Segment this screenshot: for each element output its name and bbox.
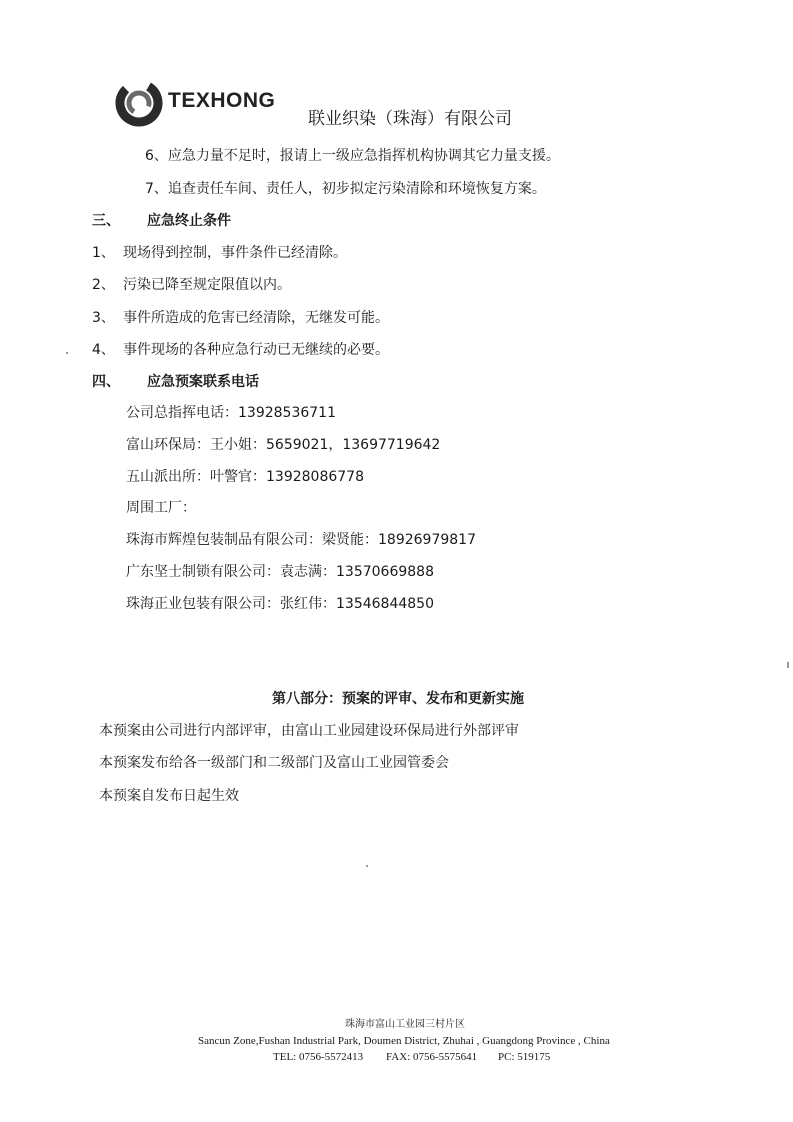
contact-line: 公司总指挥电话：13928536711 [126,405,336,421]
contact-line: 富山环保局：王小姐：5659021，13697719642 [126,437,441,453]
scan-speck [66,352,68,354]
section-4-title: 应急预案联系电话 [147,374,259,390]
scan-speck [366,865,368,867]
measure-item-6: 6、应急力量不足时，报请上一级应急指挥机构协调其它力量支援。 [145,148,560,164]
section-3-title: 应急终止条件 [147,213,231,229]
section-3-number: 三、 [92,213,120,229]
section-4-number: 四、 [92,374,120,390]
scan-speck [787,662,789,668]
list-item: 事件所造成的危害已经清除，无继发可能。 [123,310,389,326]
list-item-number: 1、 [92,245,115,261]
company-name: 联业织染（珠海）有限公司 [308,109,512,129]
part-8-title: 第八部分：预案的评审、发布和更新实施 [272,691,524,707]
contact-line: 五山派出所：叶警官：13928086778 [126,469,364,485]
contact-line: 珠海正业包装有限公司：张红伟：13546844850 [126,596,434,612]
list-item-number: 2、 [92,277,115,293]
contact-line: 广东坚士制锁有限公司：袁志满：13570669888 [126,564,434,580]
footer-address-en: Sancun Zone,Fushan Industrial Park, Doumen District, Zhuhai , Guangdong Province , China [198,1035,610,1047]
list-item: 现场得到控制，事件条件已经清除。 [123,245,347,261]
part-8-line: 本预案发布给各一级部门和二级部门及富山工业园管委会 [99,755,449,771]
contact-line: 周围工厂： [126,500,196,516]
footer-address-cn: 珠海市富山工业园三村片区 [345,1019,465,1030]
list-item: 事件现场的各种应急行动已无继续的必要。 [123,342,389,358]
logo-text: TEXHONG [168,89,276,112]
part-8-line: 本预案由公司进行内部评审，由富山工业园建设环保局进行外部评审 [99,723,519,739]
footer-pc: PC: 519175 [498,1051,551,1063]
footer-tel: TEL: 0756-5572413 [273,1051,364,1063]
footer-fax: FAX: 0756-5575641 [386,1051,478,1063]
texhong-logo-icon [114,78,164,128]
list-item-number: 4、 [92,342,115,358]
list-item-number: 3、 [92,310,115,326]
list-item: 污染已降至规定限值以内。 [123,277,291,293]
contact-line: 珠海市辉煌包装制品有限公司：梁贤能：18926979817 [126,532,476,548]
measure-item-7: 7、追查责任车间、责任人，初步拟定污染清除和环境恢复方案。 [145,181,546,197]
part-8-line: 本预案自发布日起生效 [99,788,239,804]
